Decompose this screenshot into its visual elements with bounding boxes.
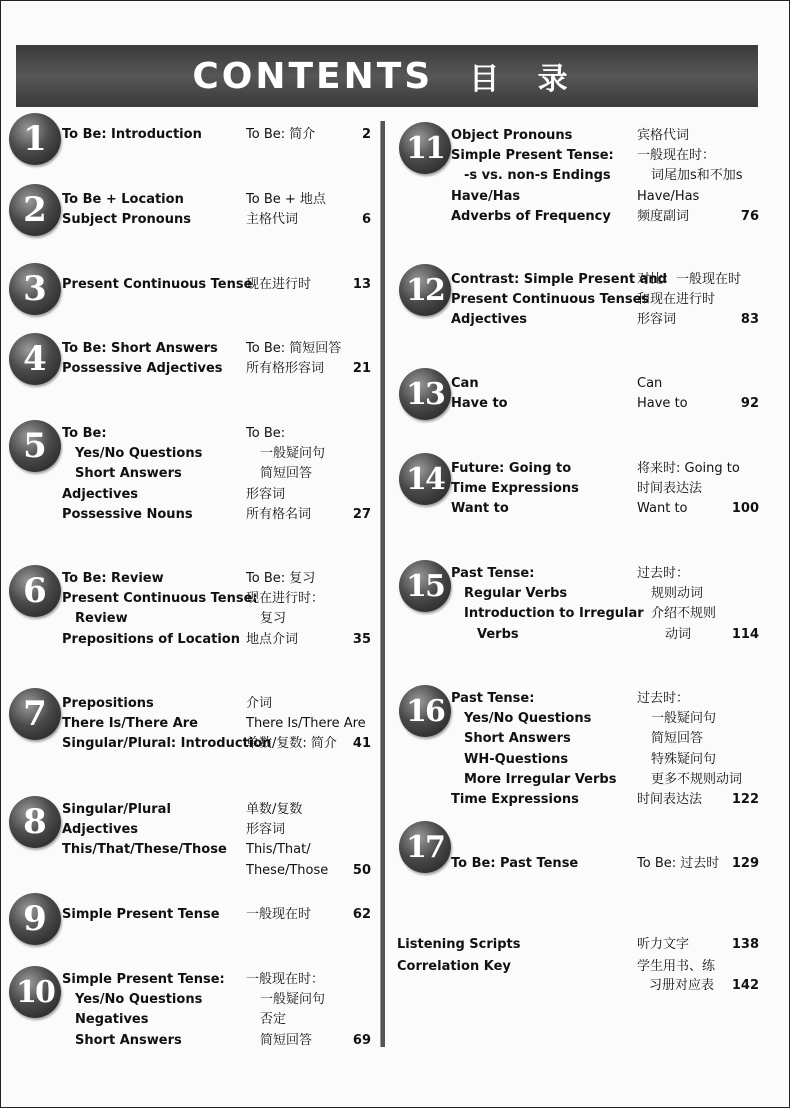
- topic-english: This/That/These/Those: [62, 842, 227, 858]
- page-number: 142: [731, 978, 759, 993]
- topic-chinese: 一般疑问句: [260, 446, 326, 462]
- topic-english: Contrast: Simple Present and: [451, 272, 667, 287]
- topic-chinese: 更多不规则动词: [651, 771, 743, 787]
- topic-english: Future: Going to: [451, 461, 572, 476]
- topic-english: WH-Questions: [464, 751, 569, 767]
- topic-chinese: 单数/复数: [246, 802, 303, 817]
- topic-english: Object Pronouns: [451, 128, 573, 143]
- topic-chinese: Have to: [637, 396, 688, 412]
- topic-chinese: To Be: 简介: [246, 127, 316, 142]
- topic-english: Verbs: [477, 626, 519, 642]
- topic-chinese: To Be: 复习: [246, 571, 316, 586]
- unit-number-badge: 4: [9, 333, 61, 385]
- appendix-english: Correlation Key: [397, 959, 511, 974]
- topic-chinese: 简短回答: [260, 1032, 313, 1048]
- topic-english: Want to: [451, 501, 509, 517]
- topic-chinese: 一般现在时：: [246, 972, 325, 987]
- topic-english: More Irregular Verbs: [464, 771, 617, 787]
- page-number: 2: [361, 127, 371, 142]
- page-number: 138: [731, 937, 759, 952]
- topic-chinese: 过去时：: [637, 691, 690, 706]
- topic-chinese: 简短回答: [651, 731, 704, 747]
- unit-number-badge: 10: [9, 966, 61, 1018]
- topic-english: Yes/No Questions: [75, 446, 203, 462]
- topic-english: Subject Pronouns: [62, 212, 191, 228]
- unit-number-badge: 15: [399, 560, 451, 612]
- topic-english: Prepositions of Location: [62, 631, 240, 647]
- topic-english: Yes/No Questions: [464, 711, 592, 727]
- topic-chinese: These/Those: [246, 862, 329, 878]
- topic-chinese: 动词: [665, 626, 692, 642]
- topic-chinese: Can: [637, 376, 663, 391]
- topic-chinese: To Be:: [246, 426, 286, 441]
- page-number: 100: [731, 501, 759, 517]
- unit-number-badge: 13: [399, 368, 451, 420]
- unit-number-badge: 2: [9, 184, 61, 236]
- topic-english: To Be: Past Tense: [451, 856, 579, 871]
- page-number: 21: [352, 361, 371, 377]
- topic-chinese: 单数/复数: 简介: [246, 736, 337, 752]
- page-number: 50: [352, 862, 371, 878]
- topic-chinese: 简短回答: [260, 466, 313, 482]
- topic-chinese: To Be: 过去时: [637, 856, 720, 871]
- topic-chinese: Want to: [637, 501, 688, 517]
- topic-english: Have to: [451, 396, 508, 412]
- unit-number-badge: 9: [9, 893, 61, 945]
- topic-english: Possessive Adjectives: [62, 361, 223, 377]
- topic-chinese: 形容词: [246, 486, 286, 502]
- topic-english: Present Continuous Tenses: [451, 292, 650, 308]
- title-english: CONTENTS: [192, 55, 434, 97]
- topic-chinese: There Is/There Are: [246, 716, 366, 732]
- topic-chinese: 一般现在时：: [637, 148, 716, 164]
- column-divider: [380, 121, 385, 1047]
- unit-number-badge: 1: [9, 113, 61, 165]
- topic-chinese: Have/Has: [637, 188, 700, 204]
- topic-english: Simple Present Tense: [62, 907, 220, 922]
- topic-english: Past Tense:: [451, 691, 535, 706]
- topic-chinese: 复习: [260, 611, 287, 627]
- unit-number-badge: 14: [399, 453, 451, 505]
- page-number: 122: [731, 792, 759, 807]
- topic-english: To Be:: [62, 426, 107, 441]
- topic-english: Simple Present Tense:: [451, 148, 614, 164]
- topic-chinese: To Be + 地点: [246, 192, 326, 207]
- page-number: 13: [352, 277, 371, 292]
- page-number: 35: [352, 631, 371, 647]
- topic-chinese: To Be: 简短回答: [246, 341, 342, 356]
- topic-english: Adjectives: [451, 312, 528, 328]
- unit-number-badge: 16: [399, 685, 451, 737]
- topic-english: Present Continuous Tense: [62, 277, 253, 292]
- topic-chinese: 时间表达法: [637, 792, 703, 807]
- topic-chinese: This/That/: [246, 842, 311, 858]
- topic-chinese: 介词: [246, 696, 273, 711]
- topic-chinese: 词尾加s和不加s: [651, 168, 743, 184]
- appendix-chinese: 习册对应表: [649, 978, 715, 993]
- topic-english: To Be: Introduction: [62, 127, 202, 142]
- page-number: 114: [731, 626, 759, 642]
- appendix-english: Listening Scripts: [397, 937, 521, 952]
- topic-english: To Be: Short Answers: [62, 341, 218, 356]
- topic-english: Regular Verbs: [464, 586, 568, 602]
- topic-chinese: 一般现在时: [246, 907, 312, 922]
- topic-english: -s vs. non-s Endings: [464, 168, 611, 184]
- topic-english: Yes/No Questions: [75, 992, 203, 1008]
- title-chinese: 目 录: [469, 62, 582, 97]
- unit-number-badge: 3: [9, 263, 61, 315]
- topic-chinese: 介绍不规则: [651, 606, 717, 622]
- page-number: 69: [352, 1032, 371, 1048]
- topic-chinese: 过去时：: [637, 566, 690, 581]
- topic-chinese: 现在进行时: [246, 277, 312, 292]
- topic-english: Can: [451, 376, 479, 391]
- topic-english: There Is/There Are: [62, 716, 198, 732]
- unit-number-badge: 12: [399, 264, 451, 316]
- unit-number-badge: 17: [399, 821, 451, 873]
- topic-english: Time Expressions: [451, 792, 579, 807]
- topic-english: Present Continuous Tense:: [62, 591, 258, 607]
- topic-english: Short Answers: [75, 466, 182, 482]
- topic-english: Introduction to Irregular: [464, 606, 644, 622]
- unit-number-badge: 7: [9, 688, 61, 740]
- topic-chinese: 现在进行时：: [246, 591, 325, 607]
- topic-chinese: 主格代词: [246, 212, 299, 228]
- topic-chinese: 形容词: [246, 822, 286, 838]
- topic-english: Singular/Plural: Introduction: [62, 736, 272, 752]
- topic-english: Prepositions: [62, 696, 154, 711]
- page-number: 27: [352, 506, 371, 522]
- topic-english: To Be: Review: [62, 571, 164, 586]
- topic-english: Time Expressions: [451, 481, 579, 497]
- topic-english: To Be + Location: [62, 192, 184, 207]
- topic-chinese: 特殊疑问句: [651, 751, 717, 767]
- topic-chinese: 一般疑问句: [651, 711, 717, 727]
- topic-english: Singular/Plural: [62, 802, 171, 817]
- topic-chinese: 所有格形容词: [246, 361, 325, 377]
- topic-english: Past Tense:: [451, 566, 535, 581]
- unit-number-badge: 6: [9, 565, 61, 617]
- topic-english: Adverbs of Frequency: [451, 208, 611, 224]
- topic-english: Short Answers: [75, 1032, 182, 1048]
- page-number: 62: [352, 907, 371, 922]
- topic-english: Simple Present Tense:: [62, 972, 225, 987]
- topic-chinese: 规则动词: [651, 586, 704, 602]
- contents-title-bar: [16, 45, 758, 107]
- topic-english: Adjectives: [62, 486, 139, 502]
- topic-chinese: 时间表达法: [637, 481, 703, 497]
- topic-english: Short Answers: [464, 731, 571, 747]
- page-number: 83: [740, 312, 759, 328]
- page-number: 76: [740, 208, 759, 224]
- topic-english: Possessive Nouns: [62, 506, 193, 522]
- unit-number-badge: 8: [9, 796, 61, 848]
- topic-chinese: 所有格名词: [246, 506, 312, 522]
- topic-chinese: 将来时: Going to: [637, 461, 740, 476]
- appendix-chinese: 听力文字: [637, 937, 690, 952]
- topic-english: Review: [75, 611, 128, 627]
- appendix-chinese: 学生用书、练: [637, 959, 716, 974]
- topic-chinese: 频度副词: [637, 208, 690, 224]
- page-number: 6: [361, 212, 371, 228]
- topic-chinese: 形容词: [637, 312, 677, 328]
- unit-number-badge: 11: [399, 122, 451, 174]
- topic-chinese: 一般疑问句: [260, 992, 326, 1008]
- topic-chinese: 和现在进行时: [637, 292, 716, 308]
- topic-chinese: 对比：一般现在时: [637, 272, 742, 287]
- topic-english: Adjectives: [62, 822, 139, 838]
- topic-english: Negatives: [75, 1012, 149, 1028]
- topic-chinese: 否定: [260, 1012, 287, 1028]
- unit-number-badge: 5: [9, 420, 61, 472]
- topic-chinese: 宾格代词: [637, 128, 690, 143]
- topic-chinese: 地点介词: [246, 631, 299, 647]
- page-number: 41: [352, 736, 371, 752]
- topic-english: Have/Has: [451, 188, 521, 204]
- page-number: 92: [740, 396, 759, 412]
- page-number: 129: [731, 856, 759, 871]
